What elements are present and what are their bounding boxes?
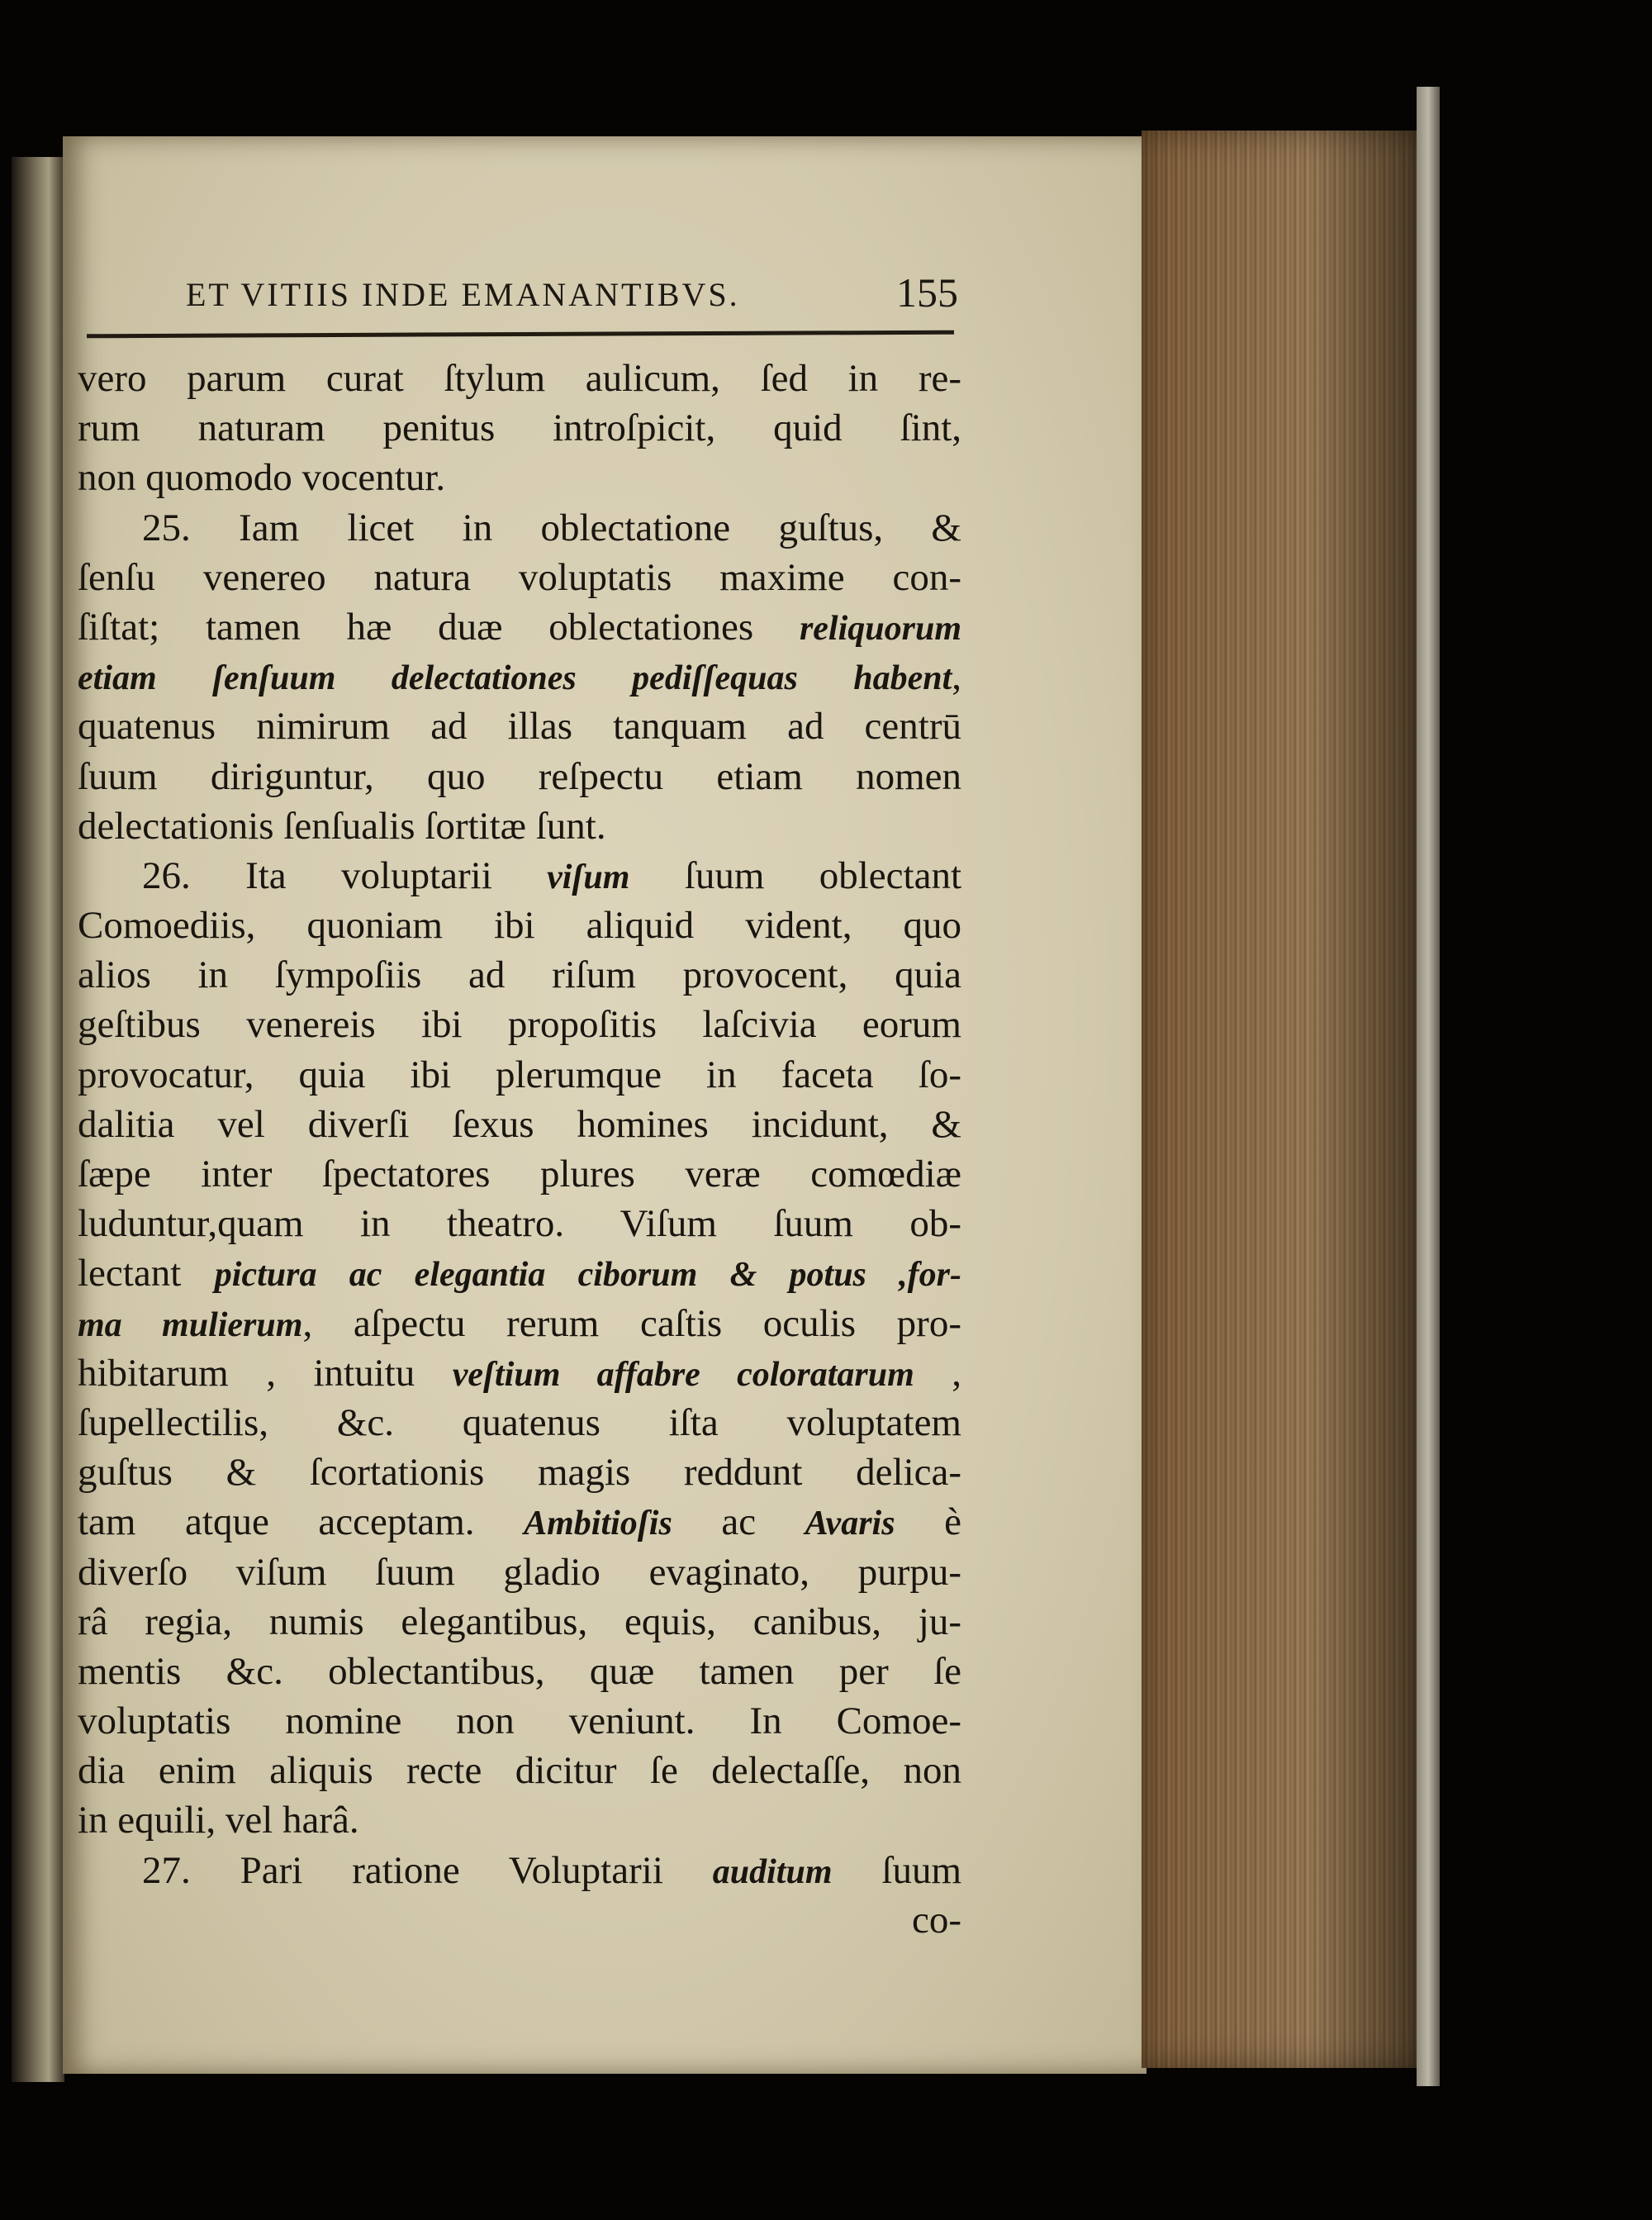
text-segment: ſuum [832,1848,961,1892]
text-line [78,1000,961,1049]
text-segment: dia enim aliquis recte dicitur ſe delectaſſe, non [78,1749,961,1793]
text-line [78,1597,961,1647]
text-segment: diverſo viſum ſuum gladio evaginato, purpu- [78,1550,961,1594]
text-segment: dalitia vel diverſi ſexus homines incidunt, & [78,1102,961,1146]
text-segment: 27. Pari ratione Voluptarii [142,1848,713,1892]
text-segment: tam atque acceptam. [78,1500,525,1544]
text-segment: , [914,1351,961,1395]
text-line [78,1199,961,1248]
italic-text: Avaris [805,1505,895,1543]
italic-text: reliquorum [799,609,961,648]
text-line [78,1696,961,1746]
text-line [78,1348,961,1398]
text-line [78,752,961,801]
text-line [78,1448,961,1497]
text-segment: rum naturam penitus introſpicit, quid ſint, [78,406,961,450]
catchword: co- [911,1898,961,1942]
text-segment: hibitarum , intuitu [78,1351,453,1395]
text-line [78,1746,961,1795]
page-number: 155 [896,269,958,316]
text-line [78,1846,961,1895]
text-line [78,503,961,553]
text-segment: , aſpectu rerum caſtis oculis pro- [302,1301,961,1345]
text-line [78,1647,961,1696]
italic-text: pictura ac elegantia ciborum & potus ,for- [214,1256,961,1295]
text-segment: ac [672,1500,805,1544]
text-segment: vero parum curat ſtylum aulicum, ſed in re- [78,357,961,400]
text-segment: mentis &c. oblectantibus, quæ tamen per ſe [78,1649,961,1693]
text-segment: lectant [78,1252,215,1295]
text-line [78,1795,961,1845]
text-segment: ſuum oblectant [629,853,961,897]
text-segment: provocatur, quia ibi plerumque in faceta ſo- [78,1053,961,1096]
text-line [78,1497,961,1547]
text-line [78,403,961,453]
page-stack-fore-edge [1142,131,1422,2068]
text-line [78,701,961,751]
text-line [78,1050,961,1100]
facing-page-edge [12,157,64,2082]
text-segment: alios in ſympoſiis ad riſum provocent, quia [78,953,961,997]
text-segment: ſuum diriguntur, quo reſpectu etiam nomen [78,754,961,798]
italic-text: etiam ſenſuum delectationes pediſſequas habent [78,659,952,698]
text-segment: ſenſu venereo natura voluptatis maxime con- [78,555,961,599]
text-line [78,652,961,701]
text-line [78,453,961,502]
book-cover-edge [1417,87,1440,2086]
text-segment: ſiſtat; tamen hæ duæ oblectationes [78,605,800,649]
italic-text: ma mulierum [78,1305,303,1344]
text-segment: Comoediis, quoniam ibi aliquid vident, quo [78,904,961,948]
text-segment: râ regia, numis elegantibus, equis, canibus, ju- [78,1600,961,1643]
text-segment: in equili, vel harâ. [78,1799,359,1842]
text-segment: geſtibus venereis ibi propoſitis laſcivia eorum [78,1003,961,1047]
text-segment: ſæpe inter ſpectatores plures veræ comœdiæ [78,1153,961,1196]
text-segment: luduntur,quam in theatro. Viſum ſuum ob- [78,1202,961,1246]
text-line [78,1100,961,1149]
text-line [78,851,961,901]
text-line [78,553,961,602]
text-line [78,1149,961,1199]
text-segment: 25. Iam licet in oblectatione guſtus, & [142,506,961,549]
text-segment: guſtus & ſcortationis magis reddunt delica- [78,1451,961,1495]
text-segment: 26. Ita voluptarii [142,853,548,897]
text-segment: non quomodo vocentur. [78,456,446,500]
text-line [78,602,961,652]
text-line [78,1547,961,1597]
body-text [78,354,961,1945]
text-segment: delectationis ſenſualis ſortitæ ſunt. [78,804,606,848]
italic-text: auditum [712,1852,833,1891]
text-line [78,950,961,1000]
text-line [78,1398,961,1448]
text-segment: quatenus nimirum ad illas tanquam ad centrū [78,705,961,749]
italic-text: veſtium affabre coloratarum [452,1355,914,1394]
italic-text: viſum [547,858,630,896]
text-line [78,354,961,403]
text-line [78,1299,961,1348]
text-line [78,1248,961,1298]
text-segment: , [952,655,961,699]
text-segment: ſupellectilis, &c. quatenus iſta voluptatem [78,1400,961,1444]
text-line [78,901,961,950]
italic-text: Ambitioſis [524,1505,672,1543]
text-line [78,801,961,851]
text-segment: è [895,1500,961,1544]
running-title: ET VITIIS INDE EMANANTIBVS. [186,276,740,313]
running-header [186,269,958,318]
text-segment: voluptatis nomine non veniunt. In Comoe- [78,1699,961,1743]
